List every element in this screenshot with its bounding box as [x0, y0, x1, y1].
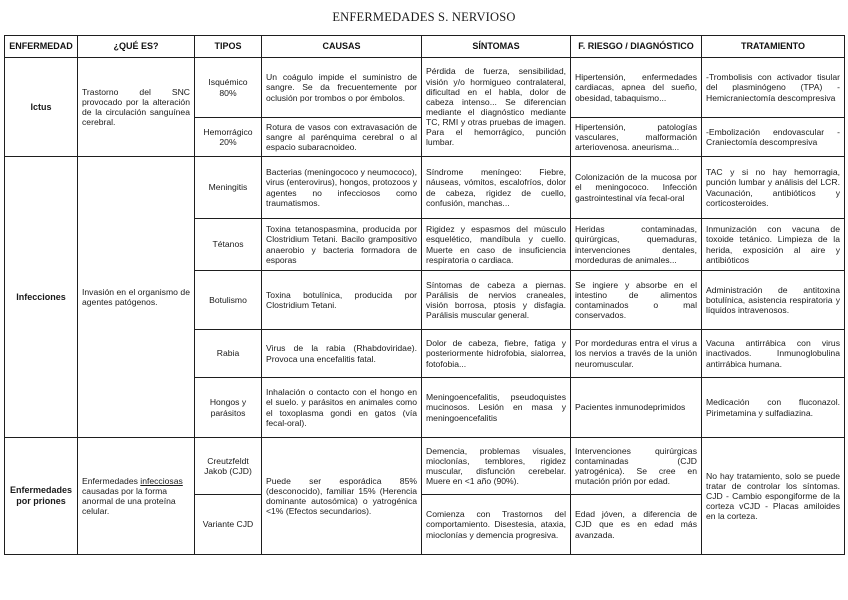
sintomas-cell: Comienza con Trastornos del comportamiento. Disestesia, ataxia, mioclonías y demencia progresiva.	[422, 495, 571, 555]
header-enfermedad: ENFERMEDAD	[5, 36, 78, 58]
tipo-cell: Variante CJD	[195, 495, 262, 555]
header-riesgo-diagnostico: F. RIESGO / DIAGNÓSTICO	[571, 36, 702, 58]
table-row	[5, 58, 845, 118]
tratamiento-cell: TAC y si no hay hemorragia, punción lumbar y análisis del LCR. Vacunación, antibióticos y corticosteroides.	[702, 157, 845, 219]
riesgo-cell: Intervenciones quirúrgicas contaminadas (CJD yatrogénica). Se cree en mutación prión por edad.	[571, 438, 702, 495]
que-es-priones-underlined: infecciosas	[140, 475, 183, 486]
causa-cell: Bacterias (meningococo y neumococo), virus (enterovirus), hongos, protozoos y agentes no infecciosos como traumatismos.	[262, 157, 422, 219]
riesgo-cell: Colonización de la mucosa por el meningococo. Infección gastrointestinal vía fecal-oral	[571, 157, 702, 219]
riesgo-cell: Hipertensión, enfermedades cardiacas, apnea del sueño, obesidad, tabaquismo...	[571, 58, 702, 118]
disease-name-ictus: Ictus	[5, 58, 78, 157]
causa-cell: Toxina tetanospasmina, producida por Clostridium Tetani. Bacilo grampositivo anaerobio y bacteria formadora de esporas	[262, 219, 422, 271]
que-es-priones-pre: Enfermedades	[82, 475, 141, 486]
sintomas-cell: Meningoencefalitis, pseudoquistes mucinosos. Lesión en masa y meningoencefalitis	[422, 378, 571, 438]
riesgo-cell: Por mordeduras entra el virus a los nervios a través de la unión neuromuscular.	[571, 330, 702, 378]
sintomas-cell: Rigidez y espasmos del músculo esquelético, mandíbula y cuello. Muerte en caso de insuficiencia respiratoria o cardiaca.	[422, 219, 571, 271]
tratamiento-cell: Inmunización con vacuna de toxoide tetánico. Limpieza de la herida, exposición al aire y antibióticos	[702, 219, 845, 271]
tipo-cell: Botulismo	[195, 271, 262, 330]
tratamiento-cell: Administración de antitoxina botulínica, asistencia respiratoria y líquidos intravenosos.	[702, 271, 845, 330]
table-row	[5, 438, 845, 495]
riesgo-cell: Se ingiere y absorbe en el intestino de alimentos contaminados o mal conservados.	[571, 271, 702, 330]
tipo-cell: Meningitis	[195, 157, 262, 219]
tratamiento-priones: No hay tratamiento, solo se puede tratar de controlar los síntomas. CJD - Cambio espongiforme de la corteza vCJD - Placas amiloides en la corteza.	[702, 438, 845, 555]
header-causas: CAUSAS	[262, 36, 422, 58]
tipo-cell: Rabia	[195, 330, 262, 378]
sintomas-ictus: Pérdida de fuerza, sensibilidad, visión y/o hormigueo contralateral, dificultad en el habla, dolor de cabeza intenso... Se diferencian mediante el diagnóstico mediante TC, RMI y otras pruebas de imagen. Para el hemorrágico, punción lumbar.	[422, 58, 571, 157]
disease-name-infecciones: Infecciones	[5, 157, 78, 438]
causa-cell: Un coágulo impide el suministro de sangre. Se da frecuentemente por oclusión por trombos o por émbolos.	[262, 58, 422, 118]
riesgo-cell: Edad jóven, a diferencia de CJD que es en edad más avanzada.	[571, 495, 702, 555]
causa-cell: Toxina botulínica, producida por Clostridium Tetani.	[262, 271, 422, 330]
sintomas-cell: Dolor de cabeza, fiebre, fatiga y posteriormente hidrofobia, sialorrea, fotofobia...	[422, 330, 571, 378]
page-title: ENFERMEDADES S. NERVIOSO	[332, 10, 516, 24]
header-tratamiento: TRATAMIENTO	[702, 36, 845, 58]
riesgo-cell: Hipertensión, patologías vasculares, malformación arteriovenosa. aneurisma...	[571, 118, 702, 157]
sintomas-cell: Demencia, problemas visuales, mioclonías, temblores, rigidez muscular, disfunción cerebelar. Muere en <1 año (90%).	[422, 438, 571, 495]
tratamiento-cell: Medicación con fluconazol. Pirimetamina y sulfadiazina.	[702, 378, 845, 438]
tratamiento-cell: -Trombolisis con activador tisular del plasminógeno (TPA) -Hemicraniectomía descompresiva	[702, 58, 845, 118]
que-es-priones-post: causadas por la forma anormal de una proteína celular.	[82, 485, 176, 517]
tratamiento-cell: Vacuna antirrábica con virus inactivados. Inmunoglobulina antirrábica humana.	[702, 330, 845, 378]
table-row	[5, 157, 845, 219]
que-es-infecciones: Invasión en el organismo de agentes patógenos.	[78, 157, 195, 438]
riesgo-cell: Heridas contaminadas, quirúrgicas, quemaduras, intervenciones dentales, mordeduras de animales...	[571, 219, 702, 271]
causa-priones: Puede ser esporádica 85% (desconocido), familiar 15% (Herencia dominante autosómica) o yatrogénica <1% (Efectos secundarios).	[262, 438, 422, 555]
que-es-ictus: Trastorno del SNC provocado por la alteración de la circulación sanguínea cerebral.	[78, 58, 195, 157]
disease-name-priones: Enfermedades por priones	[5, 438, 78, 555]
riesgo-cell: Pacientes inmunodeprimidos	[571, 378, 702, 438]
diseases-table	[4, 35, 845, 555]
header-sintomas: SÍNTOMAS	[422, 36, 571, 58]
causa-cell: Rotura de vasos con extravasación de sangre al parénquima cerebral o al espacio subaracnoideo.	[262, 118, 422, 157]
header-row	[5, 36, 845, 58]
causa-cell: Virus de la rabia (Rhabdoviridae). Provoca una encefalitis fatal.	[262, 330, 422, 378]
header-que-es: ¿QUÉ ES?	[78, 36, 195, 58]
sintomas-cell: Síndrome meníngeo: Fiebre, náuseas, vómitos, escalofríos, dolor de cabeza, rigidez de cuello, confusión, manchas...	[422, 157, 571, 219]
sintomas-cell: Síntomas de cabeza a piernas. Parálisis de nervios craneales, visión borrosa, ptosis y disfagia. Parálisis muscular general.	[422, 271, 571, 330]
tipo-cell: Tétanos	[195, 219, 262, 271]
tipo-cell: Isquémico 80%	[195, 58, 262, 118]
header-tipos: TIPOS	[195, 36, 262, 58]
tipo-cell: Creutzfeldt Jakob (CJD)	[195, 438, 262, 495]
tratamiento-cell: -Embolización endovascular -Craniectomía descompresiva	[702, 118, 845, 157]
causa-cell: Inhalación o contacto con el hongo en el suelo. y parásitos en animales como el toxoplasma gondi en gatos (vía fecal-oral).	[262, 378, 422, 438]
tipo-cell: Hemorrágico 20%	[195, 118, 262, 157]
que-es-priones	[78, 438, 195, 555]
tipo-cell: Hongos y parásitos	[195, 378, 262, 438]
